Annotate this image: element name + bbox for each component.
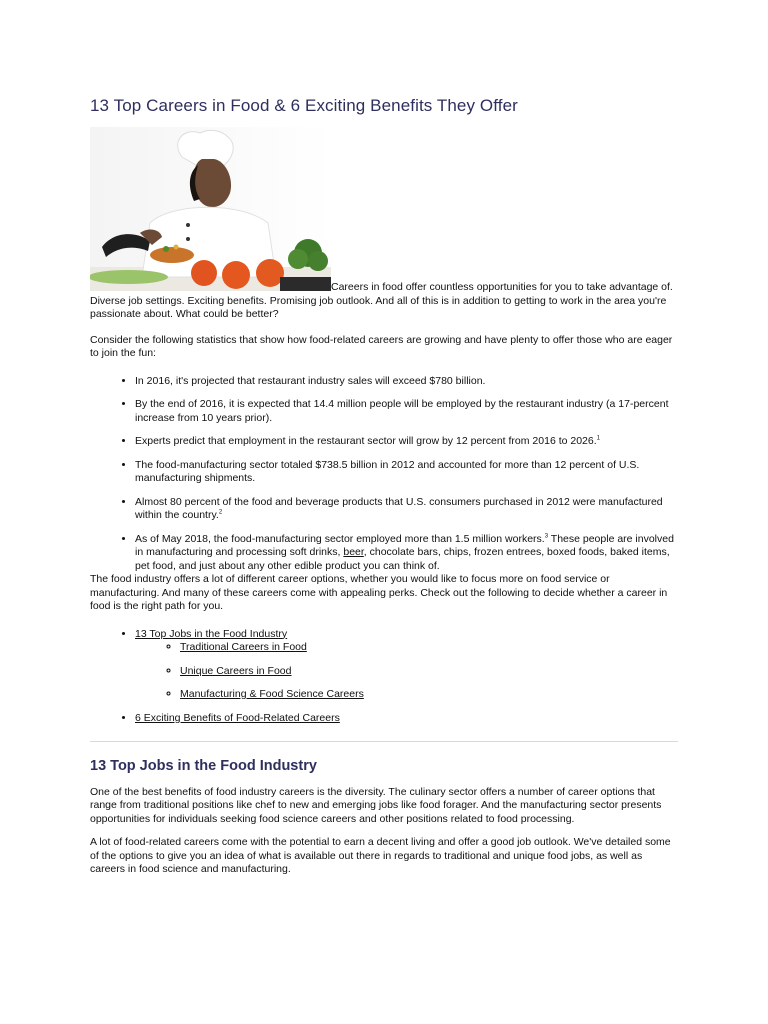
list-item: • In 2016, it's projected that restaurant industry sales will exceed $780 billion. <box>135 375 678 389</box>
list-item: • By the end of 2016, it is expected that 14.4 million people will be employed by the restaurant industry (a 17-percent increase from 10 years prior). <box>135 398 678 425</box>
intro-paragraph: Careers in food offer countless opportunities for you to take advantage of. Diverse job settings. Exciting benefits. Promising job outlook. And all of this is in addition to getting to work in the area you're passionate about. What could be better? <box>90 281 673 320</box>
footnote-marker: 2 <box>218 509 223 516</box>
list-item: • Almost 80 percent of the food and beverage products that U.S. consumers purchased in 2012 were manufactured within the country.$^2$ <box>135 496 678 523</box>
toc-subitem <box>180 641 678 655</box>
list-item: • The food-manufacturing sector totaled $738.5 billion in 2012 and accounted for more than 12 percent of U.S. manufacturing shipments. <box>135 459 678 486</box>
chef-photo <box>90 127 331 291</box>
footnote-marker: 1 <box>596 435 600 442</box>
toc-link-manufacturing[interactable]: Manufacturing & Food Science Careers <box>180 688 364 700</box>
statistics-list <box>90 375 678 574</box>
toc-subitem <box>180 665 678 679</box>
toc-item <box>135 628 678 702</box>
toc-link-top-jobs[interactable]: 13 Top Jobs in the Food Industry <box>135 627 288 640</box>
section-divider <box>90 741 678 742</box>
stats-intro: Consider the following statistics that show how food-related careers are growing and have plenty to offer those who are eager to join the fun: <box>90 333 673 359</box>
toc-link-benefits[interactable]: 6 Exciting Benefits of Food-Related Careers <box>135 711 340 724</box>
toc-link-traditional[interactable]: Traditional Careers in Food <box>180 641 307 653</box>
beer-link[interactable]: beer <box>343 546 364 558</box>
section-paragraph-2: A lot of food-related careers come with the potential to earn a decent living and offer a good job outlook. We've detailed some of the options to give you an idea of what is available out there in regards to traditional and unique food jobs, as well as careers in food science and manufacturing. <box>90 836 671 875</box>
article-title: 13 Top Careers in Food & 6 Exciting Benefits They Offer <box>90 96 518 115</box>
options-paragraph: The food industry offers a lot of different career options, whether you would like to focus more on food service or manufacturing. And many of these careers come with appealing perks. Check out the following to decide whether a career in food is the right path for you. <box>90 573 668 612</box>
toc-item <box>135 712 678 726</box>
table-of-contents <box>90 628 678 726</box>
list-item: • Experts predict that employment in the restaurant sector will grow by 12 percent from 2016 to 2026.$^1$ <box>135 435 678 449</box>
section-heading: 13 Top Jobs in the Food Industry <box>90 758 317 774</box>
toc-link-unique[interactable]: Unique Careers in Food <box>180 664 292 677</box>
article-body <box>90 127 678 887</box>
toc-sublist <box>135 641 678 702</box>
footnote-marker: 3 <box>544 533 549 539</box>
toc-subitem <box>180 688 678 702</box>
section-paragraph-1: One of the best benefits of food industry careers is the diversity. The culinary sector offers a number of career options that range from traditional positions like chef to new and emerging jobs like food forager. And the manufacturing sector presents opportunities for individuals seeking food science careers and other positions related to food processing. <box>90 785 662 825</box>
list-item: • As of May 2018, the food-manufacturing sector employed more than 1.5 million workers.$^3$ These people are involved in manufacturing and processing soft drinks, beer, chocolate bars, chips, frozen entrees, boxed foods, baked items, pet food, and just about any other edible product you can think of. <box>135 533 678 574</box>
